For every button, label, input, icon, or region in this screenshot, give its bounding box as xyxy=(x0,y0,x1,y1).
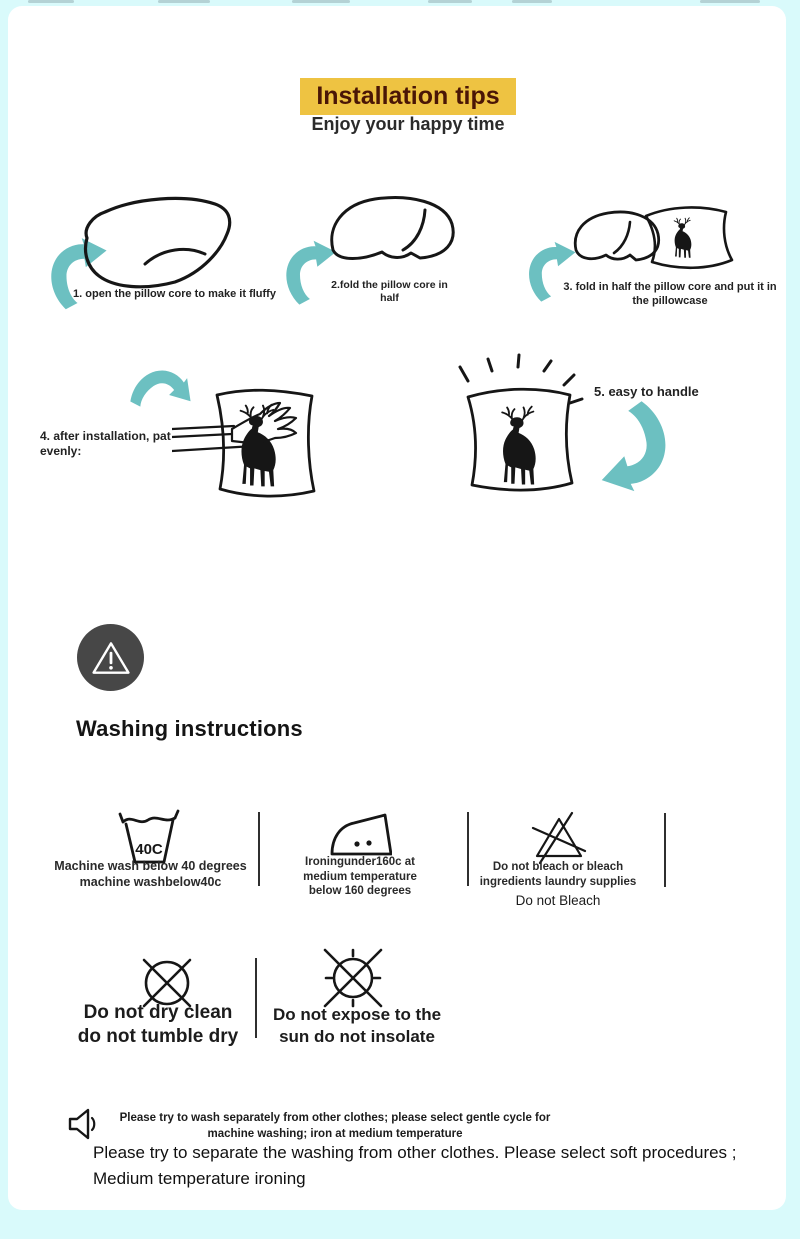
speaker-icon xyxy=(66,1104,100,1144)
pillow-open-illustration xyxy=(75,190,235,292)
step-caption: 3. fold in half the pillow core and put it in the pillowcase xyxy=(563,281,777,307)
section-heading: Washing instructions xyxy=(76,716,303,741)
warning-icon xyxy=(77,624,144,691)
top-edge-smudge xyxy=(28,0,74,3)
page-subtitle: Enjoy your happy time xyxy=(311,114,505,134)
curved-arrow-icon xyxy=(579,394,679,499)
care-caption: Ironingunder160c at medium temperature below 160 degrees xyxy=(303,856,417,898)
top-edge-smudge xyxy=(512,0,552,3)
top-edge-smudge xyxy=(158,0,210,3)
care-caption: Do not dry clean do not tumble dry xyxy=(77,1002,239,1048)
care-caption: Machine wash below 40 degrees machine washbelow40c xyxy=(54,859,247,889)
step-caption: 2.fold the pillow core in half xyxy=(331,279,448,305)
care-subcaption: Do not Bleach xyxy=(515,893,601,908)
pillow-folded-illustration xyxy=(325,192,465,272)
wash-temp-label: 40C xyxy=(135,841,163,858)
step-caption: 1. open the pillow core to make it fluffy xyxy=(73,288,276,300)
finished-pillow-illustration xyxy=(452,353,587,501)
note-bold: Please try to wash separately from other clothes; please select gentle cycle for machine washing; iron at medium temperature xyxy=(119,1112,551,1140)
divider xyxy=(255,958,257,1038)
top-edge-smudge xyxy=(428,0,472,3)
top-edge-smudge xyxy=(292,0,350,3)
do-not-bleach-icon xyxy=(526,806,592,864)
care-caption: Do not bleach or bleach ingredients laundry supplies xyxy=(479,861,637,888)
pat-pillow-illustration xyxy=(172,383,324,503)
pillow-into-case-illustration xyxy=(568,200,743,280)
step-caption: 4. after installation, pat evenly: xyxy=(40,429,171,458)
top-edge-smudge xyxy=(700,0,760,3)
divider xyxy=(258,812,260,886)
step-caption: 5. easy to handle xyxy=(594,384,699,399)
page-title: Installation tips xyxy=(300,78,516,115)
divider xyxy=(664,813,666,887)
note-plain: Please try to separate the washing from other clothes. Please select soft procedures ; Medium temperature ironing xyxy=(93,1143,737,1188)
divider xyxy=(467,812,469,886)
care-caption: Do not expose to the sun do not insolate xyxy=(272,1005,442,1046)
